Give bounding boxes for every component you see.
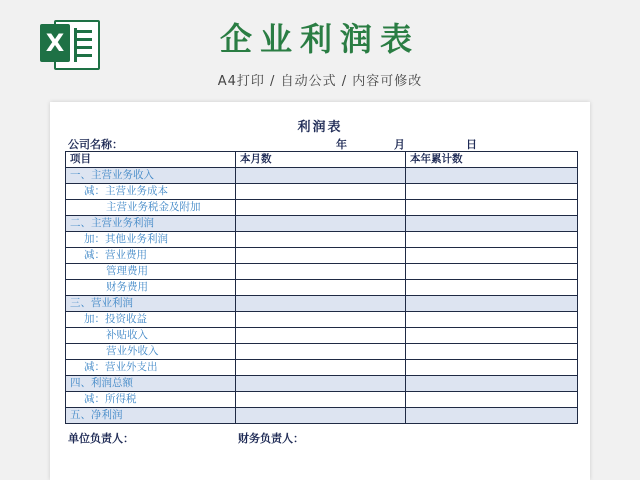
table-row bbox=[66, 264, 578, 280]
unit-head-label: 单位负责人： bbox=[68, 432, 134, 445]
month-value-cell[interactable] bbox=[236, 264, 406, 280]
row-label[interactable]: 管理费用 bbox=[66, 264, 236, 280]
year-total-value-cell[interactable] bbox=[406, 392, 578, 408]
table-header-row bbox=[66, 152, 578, 168]
month-value-cell[interactable] bbox=[236, 216, 406, 232]
row-label[interactable]: 四、利润总额 bbox=[66, 376, 236, 392]
row-label[interactable]: 减：营业外支出 bbox=[66, 360, 236, 376]
month-value-cell[interactable] bbox=[236, 344, 406, 360]
month-value-cell[interactable] bbox=[236, 312, 406, 328]
banner bbox=[0, 0, 640, 100]
year-total-value-cell[interactable] bbox=[406, 200, 578, 216]
table-row bbox=[66, 312, 578, 328]
table-row bbox=[66, 392, 578, 408]
month-value-cell[interactable] bbox=[236, 392, 406, 408]
table-row bbox=[66, 376, 578, 392]
table-row bbox=[66, 248, 578, 264]
month-value-cell[interactable] bbox=[236, 408, 406, 424]
row-label[interactable]: 补贴收入 bbox=[66, 328, 236, 344]
sheet-title: 利润表 bbox=[297, 120, 343, 135]
month-value-cell[interactable] bbox=[236, 200, 406, 216]
year-total-value-cell[interactable] bbox=[406, 312, 578, 328]
year-label: 年 bbox=[336, 138, 347, 151]
year-total-value-cell[interactable] bbox=[406, 264, 578, 280]
row-label[interactable]: 主营业务税金及附加 bbox=[66, 200, 236, 216]
month-value-cell[interactable] bbox=[236, 280, 406, 296]
spreadsheet-preview bbox=[50, 102, 590, 480]
table-row bbox=[66, 216, 578, 232]
year-total-value-cell[interactable] bbox=[406, 360, 578, 376]
month-value-cell[interactable] bbox=[236, 232, 406, 248]
day-label: 日 bbox=[466, 138, 477, 151]
year-total-value-cell[interactable] bbox=[406, 248, 578, 264]
table-row bbox=[66, 296, 578, 312]
year-total-value-cell[interactable] bbox=[406, 296, 578, 312]
month-value-cell[interactable] bbox=[236, 168, 406, 184]
row-label[interactable]: 营业外收入 bbox=[66, 344, 236, 360]
table-row bbox=[66, 200, 578, 216]
table-row bbox=[66, 344, 578, 360]
month-value-cell[interactable] bbox=[236, 248, 406, 264]
row-label[interactable]: 五、净利润 bbox=[66, 408, 236, 424]
column-header-year-total: 本年累计数 bbox=[406, 152, 578, 168]
row-label[interactable]: 加：投资收益 bbox=[66, 312, 236, 328]
company-name-label: 公司名称： bbox=[68, 138, 123, 151]
table-row bbox=[66, 360, 578, 376]
company-info-row bbox=[66, 136, 578, 150]
table-row bbox=[66, 232, 578, 248]
signature-row bbox=[66, 430, 578, 444]
month-label: 月 bbox=[394, 138, 405, 151]
month-value-cell[interactable] bbox=[236, 376, 406, 392]
row-label[interactable]: 一、主营业务收入 bbox=[66, 168, 236, 184]
table-row bbox=[66, 184, 578, 200]
year-total-value-cell[interactable] bbox=[406, 168, 578, 184]
row-label[interactable]: 减：营业费用 bbox=[66, 248, 236, 264]
column-header-item: 项目 bbox=[66, 152, 236, 168]
table-row bbox=[66, 408, 578, 424]
finance-head-label: 财务负责人： bbox=[238, 432, 304, 445]
column-header-month: 本月数 bbox=[236, 152, 406, 168]
table-row bbox=[66, 168, 578, 184]
year-total-value-cell[interactable] bbox=[406, 216, 578, 232]
row-label[interactable]: 加：其他业务利润 bbox=[66, 232, 236, 248]
table-row bbox=[66, 328, 578, 344]
year-total-value-cell[interactable] bbox=[406, 376, 578, 392]
year-total-value-cell[interactable] bbox=[406, 344, 578, 360]
row-label[interactable]: 二、主营业务利润 bbox=[66, 216, 236, 232]
year-total-value-cell[interactable] bbox=[406, 408, 578, 424]
page-subtitle: A4打印 / 自动公式 / 内容可修改 bbox=[217, 74, 423, 89]
year-total-value-cell[interactable] bbox=[406, 328, 578, 344]
page-title: 企业利润表 bbox=[219, 20, 420, 58]
row-label[interactable]: 财务费用 bbox=[66, 280, 236, 296]
income-statement-table bbox=[65, 151, 578, 424]
excel-icon-letter: X bbox=[40, 24, 70, 62]
year-total-value-cell[interactable] bbox=[406, 280, 578, 296]
table-row bbox=[66, 280, 578, 296]
row-label[interactable]: 三、营业利润 bbox=[66, 296, 236, 312]
row-label[interactable]: 减：所得税 bbox=[66, 392, 236, 408]
month-value-cell[interactable] bbox=[236, 296, 406, 312]
row-label[interactable]: 减：主营业务成本 bbox=[66, 184, 236, 200]
year-total-value-cell[interactable] bbox=[406, 184, 578, 200]
month-value-cell[interactable] bbox=[236, 328, 406, 344]
month-value-cell[interactable] bbox=[236, 360, 406, 376]
month-value-cell[interactable] bbox=[236, 184, 406, 200]
year-total-value-cell[interactable] bbox=[406, 232, 578, 248]
